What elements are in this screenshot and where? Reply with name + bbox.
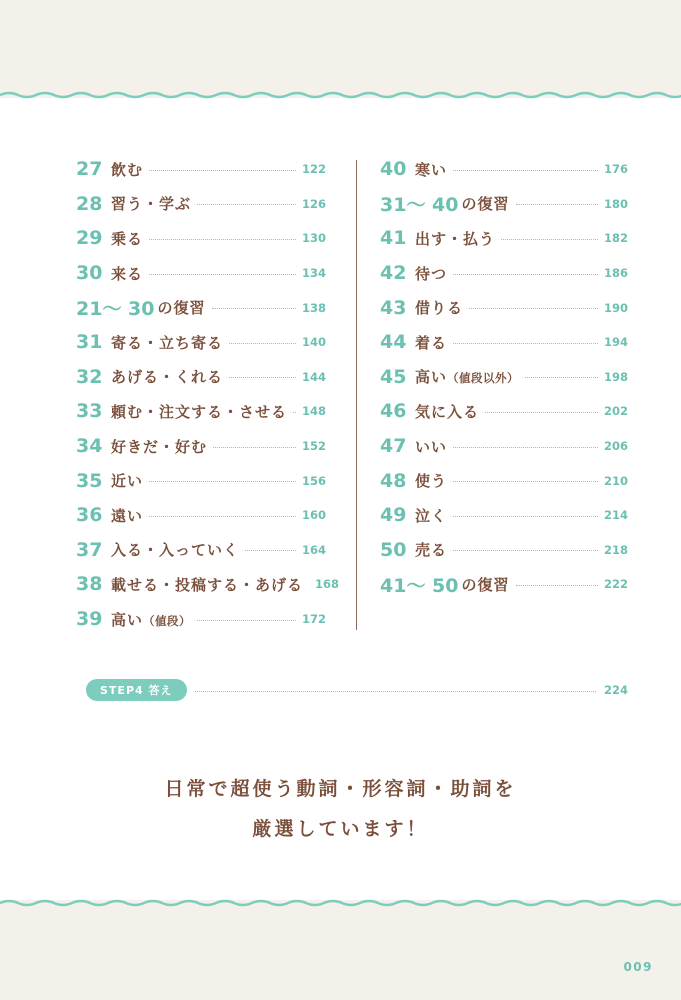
toc-lesson-number: 31 <box>76 331 103 354</box>
toc-lesson-number: 48 <box>380 469 407 492</box>
toc-page-number: 168 <box>315 577 340 592</box>
toc-lesson-number: 45 <box>380 365 407 388</box>
toc-lesson-number: 31～ 40 <box>380 194 459 217</box>
leader-dots <box>229 343 296 344</box>
toc-lesson-title-text: の復習 <box>157 299 206 318</box>
toc-lesson-title-text: 入る・入っていく <box>111 541 240 560</box>
tagline-line-1: 日常で超使う動詞・形容詞・助詞を <box>164 778 517 800</box>
leader-dots <box>197 204 296 205</box>
toc-page-number: 190 <box>603 300 628 315</box>
bottom-wave-border <box>0 896 681 910</box>
column-divider <box>356 160 357 630</box>
toc-page-number: 134 <box>301 266 326 281</box>
leader-dots <box>149 481 296 482</box>
toc-right-column <box>380 152 628 602</box>
toc-entry[interactable] <box>380 256 628 291</box>
toc-lesson-number: 28 <box>76 192 103 215</box>
toc-lesson-title <box>415 297 463 318</box>
toc-lesson-title-text: 高い <box>415 368 448 387</box>
toc-lesson-title-text: 借りる <box>415 299 464 318</box>
toc-lesson-number: 41～ 50 <box>380 574 459 597</box>
leader-dots <box>149 516 296 517</box>
leader-dots <box>212 308 296 309</box>
toc-lesson-number: 38 <box>76 573 103 596</box>
toc-page-number: 186 <box>603 266 628 281</box>
tagline-line-2: 厳選しています！ <box>252 818 429 840</box>
top-wave-border <box>0 88 681 102</box>
toc-lesson-title-text: 近い <box>111 472 144 491</box>
toc-lesson-title-text: 使う <box>415 472 448 491</box>
toc-page-number: 206 <box>603 439 628 454</box>
leader-dots <box>245 550 296 551</box>
toc-entry[interactable] <box>76 152 326 187</box>
toc-entry[interactable] <box>380 325 628 360</box>
toc-lesson-title-text: の復習 <box>461 195 510 214</box>
toc-lesson-title <box>111 505 143 526</box>
toc-lesson-title-text: 待つ <box>415 264 448 283</box>
toc-lesson-number: 46 <box>380 400 407 423</box>
toc-lesson-title-text: 寄る・立ち寄る <box>111 333 224 352</box>
leader-dots <box>149 274 296 275</box>
toc-page-number: 182 <box>603 231 628 246</box>
leader-dots <box>195 691 596 692</box>
toc-left-column <box>76 152 340 636</box>
leader-dots <box>213 447 296 448</box>
toc-lesson-number: 29 <box>76 227 103 250</box>
toc-lesson-title <box>111 574 303 595</box>
toc-page-number: 222 <box>603 577 628 592</box>
toc-lesson-title <box>415 505 447 526</box>
toc-page-number: 126 <box>301 196 326 211</box>
toc-page-number: 160 <box>301 508 326 523</box>
toc-page-number: 176 <box>603 162 628 177</box>
toc-lesson-number: 36 <box>76 504 103 527</box>
leader-dots <box>525 377 598 378</box>
toc-entry[interactable] <box>380 152 628 187</box>
toc-lesson-number: 40 <box>380 158 407 181</box>
toc-entry[interactable] <box>380 290 628 325</box>
toc-entry[interactable] <box>76 187 326 222</box>
toc-lesson-title <box>111 263 143 284</box>
toc-lesson-number: 37 <box>76 538 103 561</box>
leader-dots <box>229 377 296 378</box>
toc-lesson-number: 44 <box>380 331 407 354</box>
toc-lesson-title-text: 寒い <box>415 160 448 179</box>
toc-page-number: 172 <box>301 612 326 627</box>
toc-lesson-title-text: 気に入る <box>415 402 480 421</box>
toc-entry[interactable] <box>76 325 326 360</box>
toc-lesson-title <box>415 436 447 457</box>
leader-dots <box>453 516 598 517</box>
toc-lesson-title <box>111 539 239 560</box>
toc-lesson-title-text: 好きだ・好む <box>111 437 208 456</box>
toc-entry[interactable] <box>76 498 326 533</box>
toc-lesson-title-text: の復習 <box>461 575 510 594</box>
toc-entry[interactable] <box>380 429 628 464</box>
toc-entry[interactable] <box>380 221 628 256</box>
toc-entry[interactable] <box>380 187 628 222</box>
toc-lesson-title-text: 泣く <box>415 506 448 525</box>
toc-lesson-title <box>111 436 207 457</box>
toc-lesson-title <box>111 470 143 491</box>
toc-lesson-title-text: 飲む <box>111 160 144 179</box>
toc-entry[interactable] <box>76 290 326 325</box>
toc-lesson-title-text: いい <box>415 437 448 456</box>
toc-lesson-title-text: 売る <box>415 541 448 560</box>
toc-page-number: 138 <box>301 300 326 315</box>
toc-entry[interactable] <box>76 256 326 291</box>
toc-entry[interactable] <box>76 533 326 568</box>
toc-answers-row[interactable] <box>86 679 628 701</box>
toc-page-number: 194 <box>603 335 628 350</box>
toc-entry[interactable] <box>380 567 628 602</box>
toc-entry[interactable] <box>76 360 326 395</box>
toc-lesson-title-text: 高い <box>111 610 144 629</box>
toc-page-number: 218 <box>603 542 628 557</box>
page-folio: 009 <box>623 960 653 974</box>
leader-dots <box>453 550 598 551</box>
toc-lesson-number: 32 <box>76 365 103 388</box>
toc-lesson-number: 21～ 30 <box>76 298 155 321</box>
toc-lesson-title-text: 出す・払う <box>415 229 496 248</box>
toc-page-number: 210 <box>603 473 628 488</box>
leader-dots <box>516 585 598 586</box>
toc-lesson-title <box>415 332 447 353</box>
toc-lesson-number: 30 <box>76 262 103 285</box>
toc-entry[interactable] <box>76 394 326 429</box>
toc-page-number: 148 <box>301 404 326 419</box>
toc-lesson-title <box>111 401 287 422</box>
leader-dots <box>516 204 598 205</box>
toc-entry[interactable] <box>380 360 628 395</box>
toc-page-number: 180 <box>603 196 628 211</box>
toc-lesson-title <box>111 366 223 387</box>
leader-dots <box>453 274 598 275</box>
toc-page-number: 198 <box>603 369 628 384</box>
leader-dots <box>453 481 598 482</box>
toc-lesson-title-text: 載せる・投稿する・あげる <box>111 575 304 594</box>
toc-lesson-title-text: 遠い <box>111 506 144 525</box>
toc-lesson-title-text: 来る <box>111 264 144 283</box>
toc-lesson-title-text: 着る <box>415 333 448 352</box>
toc-lesson-title <box>415 539 447 560</box>
toc-page-number: 164 <box>301 542 326 557</box>
toc-page-number: 140 <box>301 335 326 350</box>
toc-lesson-title <box>111 193 191 214</box>
leader-dots <box>149 239 296 240</box>
toc-lesson-title <box>462 574 510 595</box>
toc-lesson-title <box>415 470 447 491</box>
toc-lesson-number: 50 <box>380 538 407 561</box>
toc-lesson-note: （値段以外） <box>447 371 520 386</box>
toc-lesson-number: 39 <box>76 608 103 631</box>
leader-dots <box>469 308 598 309</box>
toc-lesson-number: 47 <box>380 435 407 458</box>
toc-lesson-title <box>415 401 479 422</box>
leader-dots <box>453 343 598 344</box>
toc-page-number: 130 <box>301 231 326 246</box>
answers-pill-label: STEP4 答え <box>86 679 187 701</box>
leader-dots <box>453 170 598 171</box>
toc-entry[interactable] <box>76 221 326 256</box>
leader-dots <box>197 620 296 621</box>
toc-lesson-number: 42 <box>380 262 407 285</box>
toc-page-number: 122 <box>301 162 326 177</box>
toc-page-number: 144 <box>301 369 326 384</box>
toc-entry[interactable] <box>76 429 326 464</box>
toc-entry[interactable] <box>380 498 628 533</box>
toc-entry[interactable] <box>380 463 628 498</box>
toc-lesson-title <box>415 228 495 249</box>
toc-page-number: 214 <box>603 508 628 523</box>
toc-lesson-title <box>158 297 206 318</box>
toc-entry[interactable] <box>76 567 340 602</box>
toc-lesson-title-text: あげる・くれる <box>111 368 224 387</box>
toc-lesson-title-text: 頼む・注文する・させる <box>111 402 288 421</box>
toc-lesson-title <box>111 332 223 353</box>
leader-dots <box>453 447 598 448</box>
toc-lesson-title <box>462 193 510 214</box>
toc-page-number: 152 <box>301 439 326 454</box>
toc-lesson-title <box>415 263 447 284</box>
toc-lesson-title <box>111 609 191 630</box>
toc-lesson-title-text: 乗る <box>111 229 144 248</box>
toc-page-number: 202 <box>603 404 628 419</box>
toc-lesson-title-text: 習う・学ぶ <box>111 195 192 214</box>
toc-lesson-number: 43 <box>380 296 407 319</box>
toc-page-number: 156 <box>301 473 326 488</box>
toc-page-number: 224 <box>603 683 628 697</box>
leader-dots <box>149 170 296 171</box>
toc-entry[interactable] <box>76 602 326 637</box>
toc-lesson-number: 27 <box>76 158 103 181</box>
leader-dots <box>485 412 598 413</box>
toc-lesson-note: （値段） <box>143 613 192 628</box>
toc-lesson-title <box>415 366 519 387</box>
toc-lesson-title <box>415 159 447 180</box>
toc-lesson-title <box>111 159 143 180</box>
toc-lesson-number: 35 <box>76 469 103 492</box>
leader-dots <box>501 239 598 240</box>
leader-dots <box>293 412 296 413</box>
toc-lesson-number: 34 <box>76 435 103 458</box>
toc-entry[interactable] <box>76 463 326 498</box>
toc-lesson-title <box>111 228 143 249</box>
toc-entry[interactable] <box>380 533 628 568</box>
toc-entry[interactable] <box>380 394 628 429</box>
toc-lesson-number: 33 <box>76 400 103 423</box>
toc-lesson-number: 41 <box>380 227 407 250</box>
toc-lesson-number: 49 <box>380 504 407 527</box>
